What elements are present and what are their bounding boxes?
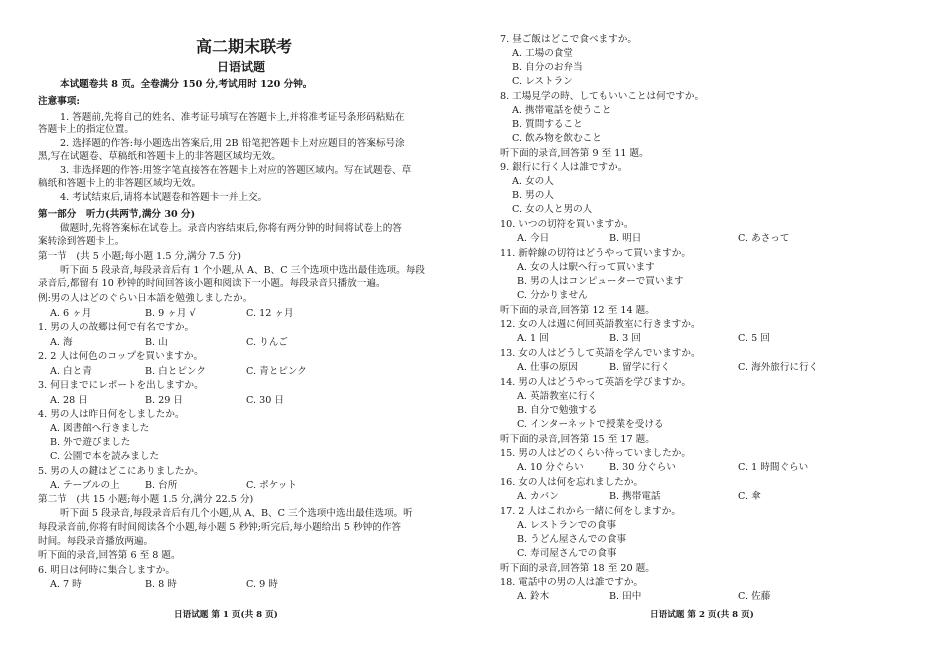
- option-a: A. 海: [50, 337, 73, 348]
- option-c: C. 9 時: [246, 579, 278, 590]
- question-2: 2. 2 人は何色のコップを買いますか。: [38, 351, 204, 362]
- question-12: 12. 女の人は週に何回英語教室に行きますか。: [500, 319, 701, 330]
- option-c: C. 12 ヶ月: [246, 308, 294, 319]
- question-5: 5. 男の人の鍵はどこにありましたか。: [38, 466, 204, 477]
- question-8: 8. 工場見学の時、してもいいことは何ですか。: [500, 91, 705, 102]
- option-b: B. 台所: [145, 480, 178, 491]
- notice-line: 答题卡上的指定位置。: [38, 124, 134, 135]
- question-14-option-b: B. 自分で勉強する: [517, 405, 598, 416]
- option-c: C. 海外旅行に行く: [738, 362, 819, 373]
- section1-desc: 录音后,都留有 10 秒钟的时间回答该小题和阅读下一小题。每段录音只播放一遍。: [38, 278, 386, 289]
- question-4-option-b: B. 外で遊びました: [50, 437, 131, 448]
- question-17-option-c: C. 寿司屋さんでの食事: [517, 548, 617, 559]
- section2-desc: 听下面 5 段录音,每段录音后有几个小题,从 A、B、C 三个选项中选出最佳选项。听: [60, 508, 413, 519]
- listen-instruction: 听下面的录音,回答第 6 至 8 题。: [38, 550, 181, 561]
- example-question: 例:男の人はどのぐらい日本語を勉強しましたか。: [38, 293, 253, 304]
- option-c: C. 1 時間ぐらい: [738, 462, 809, 473]
- option-a: A. 1 回: [517, 333, 549, 344]
- question-18: 18. 電話中の男の人は誰ですか。: [500, 577, 644, 588]
- question-4-option-a: A. 図書館へ行きました: [50, 423, 150, 434]
- option-b: B. 携帯電話: [609, 491, 661, 502]
- option-c: C. 5 回: [738, 333, 770, 344]
- section2-desc: 每段录音前,你将有时间阅读各个小题,每小题 5 秒钟;听完后,每小题给出 5 秒钟的作答: [38, 522, 401, 533]
- option-a: A. 白と青: [50, 366, 92, 377]
- question-14-option-c: C. インターネットで授業を受ける: [517, 419, 664, 430]
- question-7-option-a: A. 工場の食堂: [512, 48, 573, 59]
- question-11-option-c: C. 分かりません: [517, 290, 588, 301]
- option-b: B. 留学に行く: [609, 362, 671, 373]
- question-8-option-c: C. 飲み物を飲むこと: [512, 133, 602, 144]
- question-11-option-a: A. 女の人は駅へ行って買います: [517, 262, 655, 273]
- option-a: A. 10 分ぐらい: [517, 462, 584, 473]
- option-c: C. ポケット: [246, 480, 297, 491]
- question-7-option-b: B. 自分のお弁当: [512, 62, 583, 73]
- question-16: 16. 女の人は何を忘れましたか。: [500, 477, 644, 488]
- question-7: 7. 昼ご飯はどこで食べますか。: [500, 34, 637, 45]
- option-a: A. 鈴木: [517, 591, 550, 602]
- exam-title: 高二期末联考: [196, 37, 293, 56]
- question-4: 4. 男の人は昨日何をしましたか。: [38, 409, 185, 420]
- question-7-option-c: C. レストラン: [512, 76, 573, 87]
- option-c: C. りんご: [246, 337, 288, 348]
- option-a: A. 7 時: [50, 579, 82, 590]
- option-b: B. 3 回: [609, 333, 641, 344]
- section2-heading: 第二节 (共 15 小题;每小题 1.5 分,满分 22.5 分): [38, 494, 254, 505]
- option-b: B. 田中: [609, 591, 642, 602]
- section2-desc: 时间。每段录音播放两遍。: [38, 536, 154, 547]
- question-3: 3. 何日までにレポートを出しますか。: [38, 380, 204, 391]
- question-8-option-a: A. 携帯電話を使うこと: [512, 105, 612, 116]
- option-a: A. テーブルの上: [50, 480, 120, 491]
- option-b: B. 山: [145, 337, 168, 348]
- section1-desc: 听下面 5 段录音,每段录音后有 1 个小题,从 A、B、C 三个选项中选出最佳选项。每段: [60, 265, 425, 276]
- section1-heading: 第一节 (共 5 小题;每小题 1.5 分,满分 7.5 分): [38, 251, 241, 262]
- question-6: 6. 明日は何時に集合しますか。: [38, 565, 175, 576]
- listen-instruction: 听下面的录音,回答第 18 至 20 题。: [500, 563, 655, 574]
- question-9-option-c: C. 女の人と男の人: [512, 204, 593, 215]
- question-8-option-b: B. 質問すること: [512, 119, 583, 130]
- option-a: A. カバン: [517, 491, 559, 502]
- question-17: 17. 2 人はこれから一緒に何をしますか。: [500, 506, 681, 517]
- option-b: B. 白とピンク: [145, 366, 206, 377]
- exam-subtitle: 日语试题: [217, 60, 266, 74]
- option-a: A. 仕事の原因: [517, 362, 578, 373]
- exam-intro: 本试题卷共 8 页。全卷满分 150 分,考试用时 120 分钟。: [60, 79, 313, 90]
- question-14: 14. 男の人はどうやって英語を学びますか。: [500, 377, 691, 388]
- question-9-option-a: A. 女の人: [512, 176, 554, 187]
- listen-instruction: 听下面的录音,回答第 15 至 17 题。: [500, 434, 655, 445]
- notice-line: 2. 选择题的作答:每小题选出答案后,用 2B 铅笔把答题卡上对应题目的答案标号涂: [60, 138, 405, 149]
- listen-instruction: 听下面的录音,回答第 9 至 11 题。: [500, 148, 649, 159]
- option-b: B. 30 分ぐらい: [609, 462, 676, 473]
- option-c: C. 青とピンク: [246, 366, 307, 377]
- listen-instruction: 听下面的录音,回答第 12 至 14 题。: [500, 305, 655, 316]
- question-9: 9. 銀行に行く人は誰ですか。: [500, 162, 628, 173]
- question-17-option-b: B. うどん屋さんでの食事: [517, 534, 627, 545]
- option-a: A. 6 ヶ月: [50, 308, 92, 319]
- option-b: B. 9 ヶ月 √: [145, 308, 196, 319]
- question-17-option-a: A. レストランでの食事: [517, 520, 617, 531]
- question-13: 13. 女の人はどうして英語を学んでいますか。: [500, 348, 701, 359]
- part1-desc: 案转涂到答题卡上。: [38, 236, 125, 247]
- page-footer: 日语试题 第 2 页(共 8 页): [650, 610, 754, 620]
- question-15: 15. 男の人はどのくらい待っていましたか。: [500, 448, 691, 459]
- option-b: B. 29 日: [145, 395, 184, 406]
- option-c: C. 30 日: [246, 395, 284, 406]
- option-b: B. 8 時: [145, 579, 177, 590]
- notice-heading: 注意事项:: [38, 96, 80, 107]
- question-11: 11. 新幹線の切符はどうやって買いますか。: [500, 248, 691, 259]
- notice-line: 3. 非选择题的作答:用签字笔直接答在答题卡上对应的答题区域内。写在试题卷、草: [60, 165, 412, 176]
- option-a: A. 今日: [517, 233, 550, 244]
- notice-line: 1. 答题前,先将自己的姓名、准考证号填写在答题卡上,并将准考证号条形码粘贴在: [60, 112, 405, 123]
- question-10: 10. いつの切符を買いますか。: [500, 219, 634, 230]
- notice-line: 4. 考试结束后,请将本试题卷和答题卡一并上交。: [60, 192, 268, 203]
- notice-line: 黑,写在试题卷、草稿纸和答题卡上的非答题区域均无效。: [38, 151, 281, 162]
- notice-line: 稿纸和答题卡上的非答题区域均无效。: [38, 178, 202, 189]
- option-a: A. 28 日: [50, 395, 88, 406]
- question-1: 1. 男の人の故郷は何で有名ですか。: [38, 322, 195, 333]
- option-c: C. あさって: [738, 233, 790, 244]
- question-9-option-b: B. 男の人: [512, 190, 554, 201]
- question-14-option-a: A. 英語教室に行く: [517, 391, 598, 402]
- part1-heading: 第一部分 听力(共两节,满分 30 分): [38, 209, 196, 220]
- option-b: B. 明日: [609, 233, 642, 244]
- question-11-option-b: B. 男の人はコンピューターで買います: [517, 276, 684, 287]
- question-4-option-c: C. 公園で本を読みました: [50, 451, 160, 462]
- part1-desc: 做题时,先将答案标在试卷上。录音内容结束后,你将有两分钟的时间将试卷上的答: [60, 223, 402, 234]
- page-footer: 日语试题 第 1 页(共 8 页): [174, 610, 278, 620]
- page-2: [475, 0, 950, 659]
- option-c: C. 佐藤: [738, 591, 771, 602]
- option-c: C. 傘: [738, 491, 761, 502]
